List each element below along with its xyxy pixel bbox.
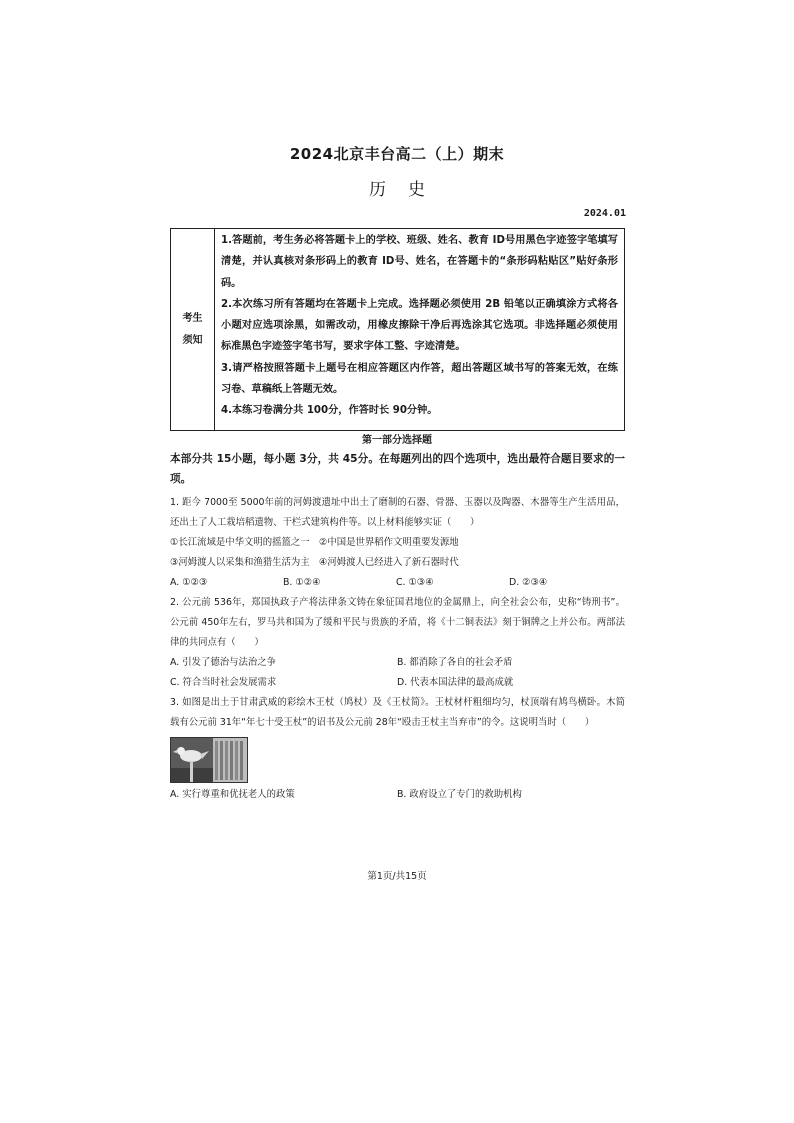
- option-b: B. 政府设立了专门的救助机构: [397, 789, 522, 800]
- page-number: 第1页/共15页: [367, 871, 427, 882]
- question-2-stem: 2. 公元前 536年，郑国执政子产将法律条文铸在象征国君地位的金属鼎上，向全社会公布，史称“铸刑书”。公元前 450年左右，罗马共和国为了缓和平民与贵族的矛盾，将《十二铜表法》刻于铜牌之上并公布。两部法律的共同点有（ ）: [170, 597, 625, 648]
- question-2-options: [170, 653, 625, 673]
- option-a: A. 实行尊重和优抚老人的政策: [170, 789, 295, 800]
- option-c: C. 符合当时社会发展需求: [170, 677, 277, 688]
- question-3-stem: 3. 如图是出土于甘肃武威的彩绘木王杖（鸠杖）及《王杖简》。王杖材杆粗细均匀，杖顶端有鸠鸟横卧。木简载有公元前 31年“年七十受王杖”的诏书及公元前 28年“殴击王杖主当弃市”的令。这说明当时（ ）: [170, 697, 625, 728]
- option-c: C. ①③④: [396, 577, 434, 588]
- notice-item: 1.答题前，考生务必将答题卡上的学校、班级、姓名、教育 ID号用黑色字迹签字笔填写清楚，并认真核对条形码上的教育 ID号、姓名，在答题卡的“条形码粘贴区”贴好条形码。: [221, 235, 618, 289]
- option-b: B. 都消除了各自的社会矛盾: [397, 657, 513, 668]
- question-2-options: [170, 673, 625, 693]
- notice-label-cell: [171, 229, 215, 430]
- notice-item: 3.请严格按照答题卡上题号在相应答题区内作答，超出答题区域书写的答案无效，在练习卷、草稿纸上答题无效。: [221, 362, 618, 396]
- notice-item: 4.本练习卷满分共 100分，作答时长 90分钟。: [221, 405, 438, 417]
- notice-body: [215, 229, 624, 430]
- question-3-options: [170, 785, 625, 805]
- exam-date: 2024.01: [583, 208, 626, 219]
- candidate-notice-box: [170, 228, 625, 431]
- question-1-statements: ①长江流域是中华文明的摇篮之一 ②中国是世界稻作文明重要发源地: [170, 537, 459, 548]
- question-1-statements: ③河姆渡人以采集和渔猎生活为主 ④河姆渡人已经进入了新石器时代: [170, 557, 459, 568]
- subject-title: 历史: [369, 180, 447, 200]
- notice-label-line1: 考生: [182, 312, 203, 324]
- option-a: A. 引发了德治与法治之争: [170, 657, 276, 668]
- option-b: B. ①②④: [283, 577, 321, 588]
- staff-and-slips-illustration: [171, 738, 247, 782]
- section-intro: 本部分共 15小题，每小题 3分，共 45分。在每题列出的四个选项中，选出最符合题目要求的一项。: [170, 453, 625, 485]
- question-1-options: [170, 573, 625, 593]
- exam-title: 2024北京丰台高二（上）期末: [289, 145, 505, 163]
- notice-label-line2: 须知: [182, 334, 203, 346]
- question-1-stem: 1. 距今 7000至 5000年前的河姆渡遗址中出土了磨制的石器、骨器、玉器以及陶器、木器等生产生活用品，还出土了人工栽培稻遗物、干栏式建筑构件等。以上材料能够实证（ ）: [170, 497, 625, 528]
- wooden-king-staff-photo: [170, 737, 248, 783]
- section-heading: 第一部分选择题: [362, 435, 432, 446]
- questions-content: [170, 493, 625, 805]
- option-d: D. 代表本国法律的最高成就: [397, 677, 514, 688]
- notice-item: 2.本次练习所有答题均在答题卡上完成。选择题必须使用 2B 铅笔以正确填涂方式将各小题对应选项涂黑，如需改动，用橡皮擦除干净后再选涂其它选项。非选择题必须使用标准黑色字迹签字笔书写，要求字体工整、字迹清楚。: [221, 298, 618, 353]
- option-d: D. ②③④: [509, 577, 548, 588]
- notice-label: [182, 308, 204, 352]
- option-a: A. ①②③: [170, 577, 208, 588]
